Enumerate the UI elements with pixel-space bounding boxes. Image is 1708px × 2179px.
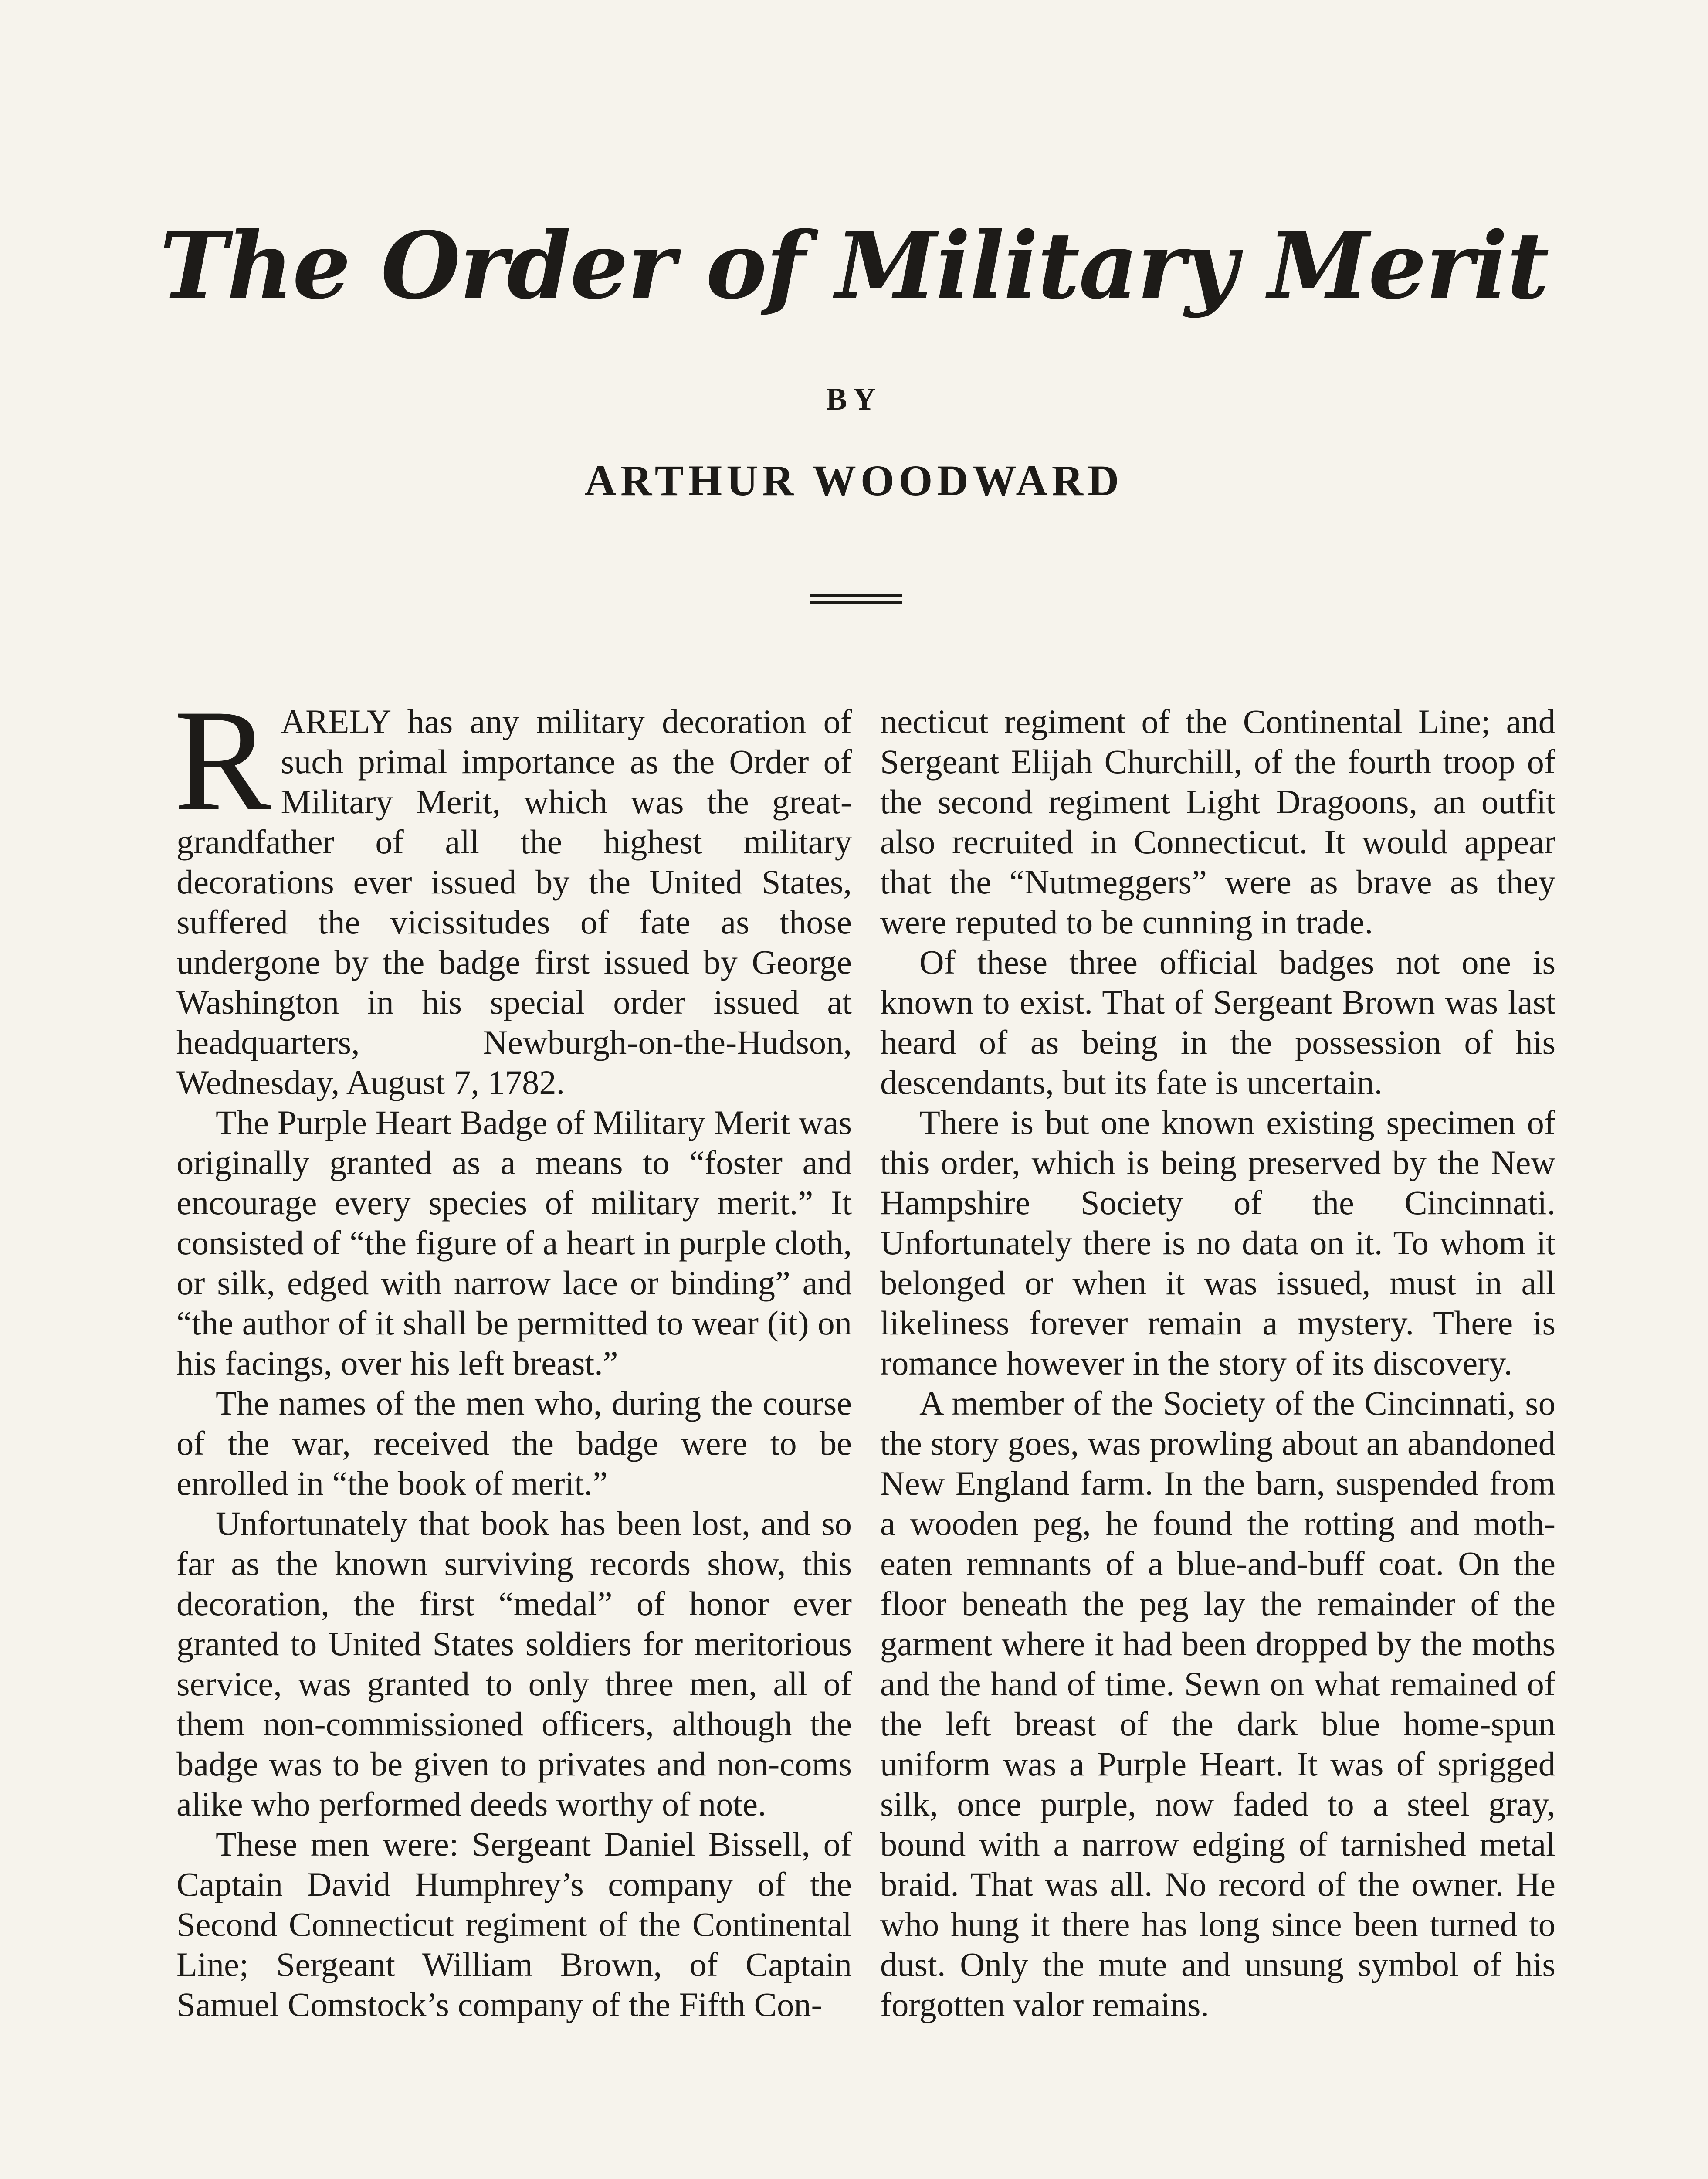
paragraph-3: The names of the men who, during the course of the war, received the badge were to be enrolled in “the book of merit.” bbox=[176, 1384, 852, 1502]
paragraph-6: Of these three official badges not one is known to exist. That of Sergeant Brown was last heard of as being in the possession of his descendants, but its fate is uncertain. bbox=[880, 943, 1556, 1101]
paragraph-7: There is but one known existing specimen of this order, which is being preserved by the New Hampshire Society of the Cincinnati. Unfortunately there is no data on it. To whom it belonged or when it was issued, must in all likeliness forever remain a mystery. There is romance however in the story of its discovery. bbox=[880, 1103, 1556, 1382]
paragraph-5: These men were: Sergeant Daniel Bissell, of Captain David Humphrey’s company of the Second Connecticut regiment of the Continental Line; Sergeant William Brown, of Captain Samuel Comstock’s company of the Fifth Con- bbox=[176, 1825, 852, 2023]
drop-cap: R bbox=[174, 679, 271, 841]
title-divider bbox=[810, 594, 902, 608]
right-column bbox=[880, 702, 1556, 2025]
paragraph-1 bbox=[174, 679, 852, 1103]
paragraph-8: A member of the Society of the Cincinnati, so the story goes, was prowling about an abandoned New England farm. In the barn, suspended from a wooden peg, he found the rotting and moth-eaten remnants of a blue-and-buff coat. On the floor beneath the peg lay the remainder of the garment where it had been dropped by the moths and the hand of time. Sewn on what remained of the left breast of the dark blue home-spun uniform was a Purple Heart. It was of sprigged silk, once purple, now faded to a steel gray, bound with a narrow edging of tarnished metal braid. That was all. No record of the owner. He who hung it there has long since been turned to dust. Only the mute and unsung symbol of his forgotten valor remains. bbox=[880, 1384, 1556, 2023]
paragraph-2: The Purple Heart Badge of Military Merit was originally granted as a means to “foster and encourage every species of military merit.” It consisted of “the figure of a heart in purple cloth, or silk, edged with narrow lace or binding” and “the author of it shall be permitted to wear (it) on his facings, over his left breast.” bbox=[176, 1103, 852, 1382]
left-column bbox=[174, 679, 852, 2025]
divider-line-top bbox=[810, 594, 902, 597]
article-title: The Order of Military Merit bbox=[159, 212, 1549, 319]
author-name: ARTHUR WOODWARD bbox=[584, 456, 1124, 505]
byline-by: BY bbox=[826, 382, 882, 417]
paragraph-4: Unfortunately that book has been lost, and so far as the known surviving records show, this decoration, the first “medal” of honor ever granted to United States soldiers for meritorious service, was granted to only three men, all of them non-commissioned officers, although the badge was to be given to privates and non-coms alike who performed deeds worthy of note. bbox=[176, 1504, 852, 1823]
paragraph-5-continued: necticut regiment of the Continental Line; and Sergeant Elijah Churchill, of the fourth troop of the second regiment Light Dragoons, an outfit also recruited in Connecticut. It would appear that the “Nutmeggers” were as brave as they were reputed to be cunning in trade. bbox=[880, 703, 1556, 941]
paragraph-1-text: ARELY has any military decoration of such primal importance as the Order of Military Merit, which was the great-grandfather of all the highest military decorations ever issued by the United States, suffered the vicissitudes of fate as those undergone by the badge first issued by George Washington in his special order issued at headquarters, Newburgh-on-the-Hudson, Wednesday, August 7, 1782. bbox=[176, 703, 852, 1101]
divider-line-bottom bbox=[810, 601, 902, 604]
